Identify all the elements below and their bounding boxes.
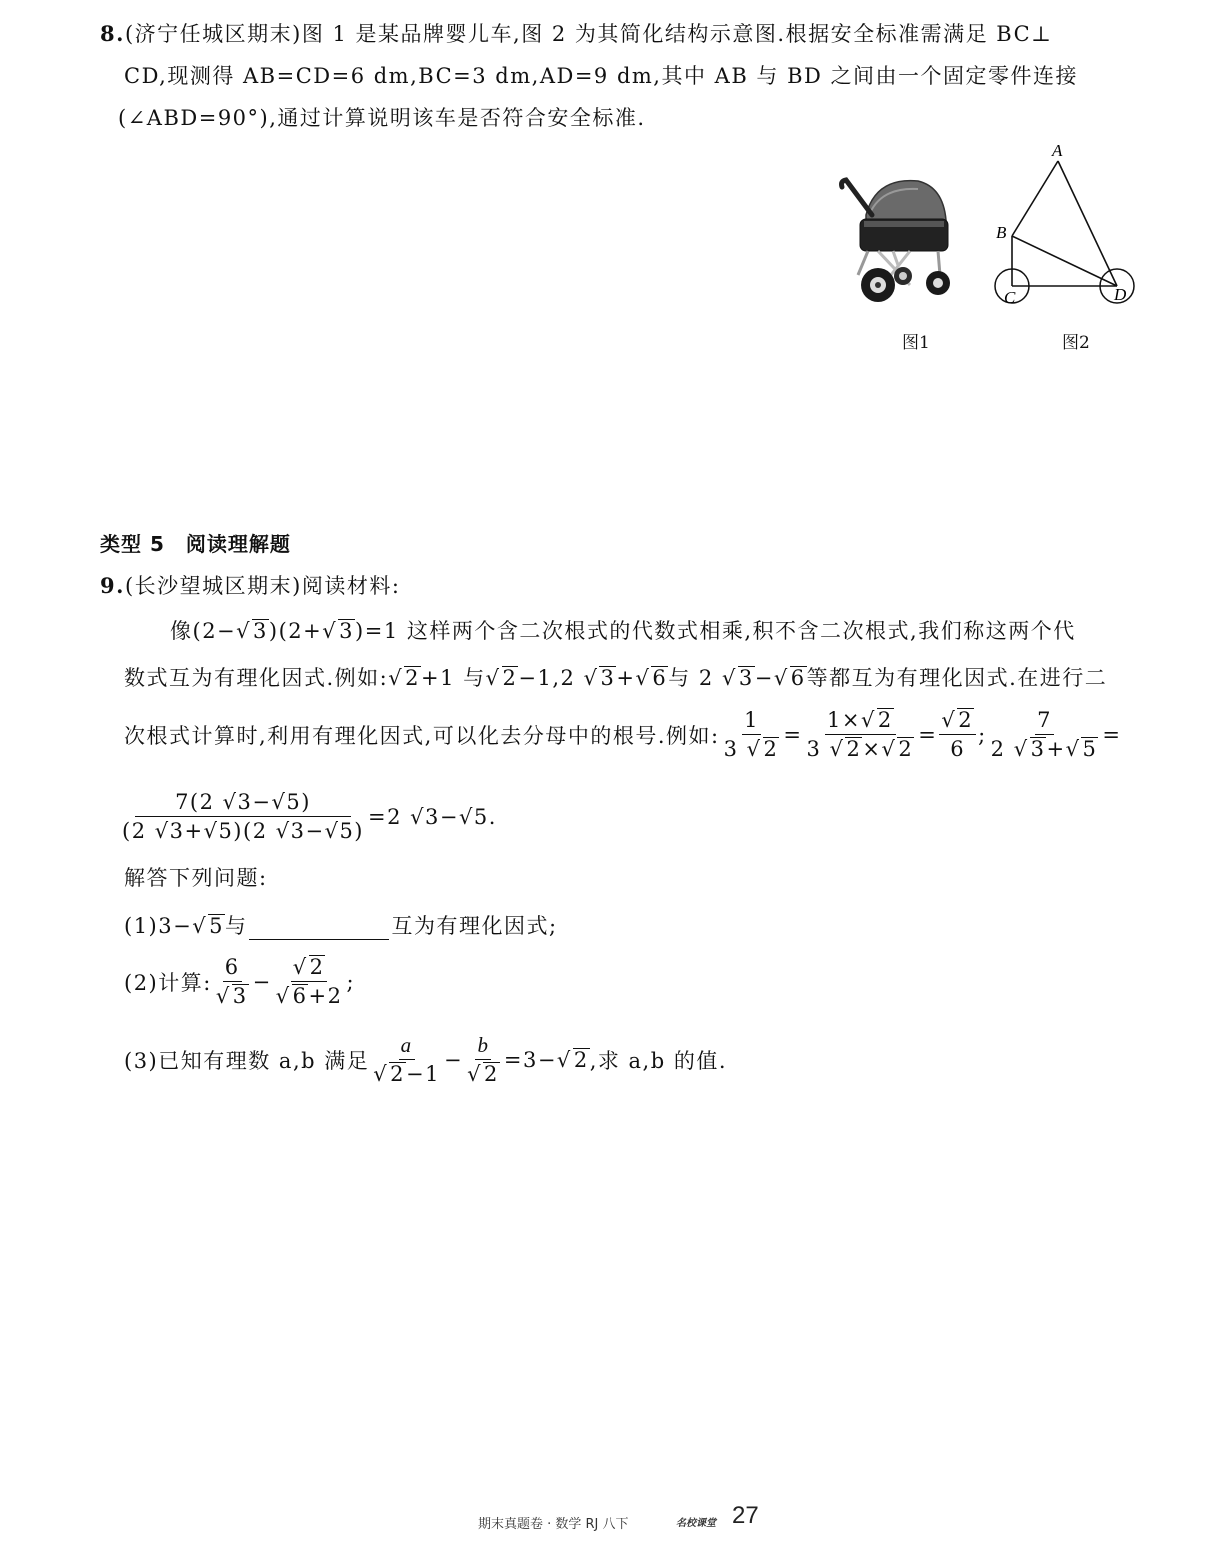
q8-number: 8. (100, 21, 125, 46)
text-span: 3 (806, 737, 822, 762)
fraction-5 (120, 790, 366, 843)
q8-text-line2: CD,现测得 AB=CD=6 dm,BC=3 dm,AD=9 dm,其中 AB 与 BD 之间由一个固定零件连接 (124, 64, 1079, 88)
text-span: 像(2− (170, 619, 237, 643)
text-span: ,求 a,b 的值. (589, 1048, 728, 1073)
radicand: 2 (309, 955, 325, 979)
denominator: √2−1 (373, 1062, 440, 1087)
q9-sub3: (3)已知有理数 a,b 满足 $\frac{a}{√2-1}$ − $\frac{b}{√2}$ =3− √ 2 ,求 a,b 的值. (124, 1033, 728, 1087)
result-text: =2 √3−√5. (368, 804, 497, 829)
text-span: 3 (723, 737, 739, 762)
point-label-c: C (1004, 288, 1016, 307)
radicand: 5 (1082, 737, 1098, 762)
text-span: −1,2 (518, 666, 576, 690)
text-span: +2 (308, 984, 343, 1009)
footer-text: 期末真题卷 · 数学 RJ 八下 (478, 1517, 629, 1532)
q9-sub2: (2)计算: $\frac{6}{√3}$ − $\frac{√2}{√6+2}$ ; (124, 955, 356, 1009)
text-span: 数式互为有理化因式.例如: (124, 666, 389, 690)
sub3-fraction-1 (371, 1033, 442, 1086)
radicand: 3 (1030, 737, 1046, 762)
radicand: 2 (502, 666, 518, 690)
text-span: + (616, 666, 636, 690)
text-span: 互为有理化因式; (391, 914, 558, 938)
footer-brand-logo: 名校课堂 (676, 1518, 716, 1529)
q9-number: 9. (100, 573, 125, 598)
text-span: (2)计算: (124, 970, 212, 995)
q9-paragraph-line1: 像(2−√3)(2+√3)=1 这样两个含二次根式的代数式相乘,积不含二次根式,我们称这两个代 (170, 619, 1076, 643)
figure-2-label: 图2 (1062, 333, 1090, 353)
sub2-fraction-1 (214, 955, 251, 1008)
denominator: √6+2 (275, 984, 343, 1009)
radicand: 2 (390, 1062, 406, 1087)
radicand: 3 (339, 619, 355, 643)
text-span: 1× (827, 708, 861, 732)
point-label-d: D (1114, 285, 1127, 304)
numerator: 1×√2 (825, 708, 896, 735)
section-heading: 类型 5 阅读理解题 (100, 532, 291, 556)
numerator: 7(2 √3−√5) (135, 790, 351, 817)
radicand: 2 (763, 737, 779, 762)
fraction-4 (989, 708, 1101, 761)
q9-solve-intro: 解答下列问题: (124, 866, 268, 890)
radicand: 6 (652, 666, 668, 690)
radicand: 3 (253, 619, 268, 643)
radicand: 6 (292, 984, 308, 1009)
triangle-diagram (990, 140, 1140, 315)
q9-paragraph-line3: 次根式计算时,利用有理化因式,可以化去分母中的根号.例如: $\frac{1}{3 √2}$ = $\frac{1\times√2}{3 √2\times√2}$ = $\frac{√2}{6}$ ; $\frac{7}{2 √3+√5}$ = (124, 708, 1122, 762)
radicand: 2 (483, 1062, 499, 1087)
numerator: 6 (223, 955, 242, 982)
radicand: 3 (600, 666, 616, 690)
q9-intro-line (100, 570, 400, 600)
sub3-fraction-2 (465, 1033, 502, 1086)
answer-blank[interactable] (249, 919, 389, 940)
q9-paragraph-line2: 数式互为有理化因式.例如:√2+1 与√2−1,2 √3+√6与 2 √3−√6等都互为有理化因式.在进行二 (124, 666, 1108, 690)
radicand: 6 (790, 666, 806, 690)
text-span: =3− (503, 1047, 557, 1072)
text-span: +1 与 (421, 666, 486, 690)
numerator: b (475, 1033, 491, 1060)
denominator: 3 √2 (723, 737, 779, 762)
text-span: −1 (406, 1062, 440, 1087)
figure-1-stroller (838, 175, 953, 305)
text-span: ; (346, 969, 356, 994)
text-span: 2 (990, 737, 1006, 762)
q8-text-line3: (∠ABD=90°),通过计算说明该车是否符合安全标准. (118, 106, 646, 130)
text-span: 次根式计算时,利用有理化因式,可以化去分母中的根号.例如: (124, 723, 720, 748)
numerator: 7 (1035, 708, 1054, 735)
q9-intro: (长沙望城区期末)阅读材料: (124, 574, 401, 598)
numerator: a (399, 1033, 415, 1060)
q9-paragraph-line4 (118, 790, 497, 843)
denominator: 3 √2×√2 (806, 737, 914, 762)
text-span: (3)已知有理数 a,b 满足 (124, 1048, 370, 1073)
numerator: 1 (742, 708, 761, 735)
figure-2-diagram (990, 140, 1140, 315)
radicand: 2 (898, 737, 914, 762)
figure-1-label: 图1 (902, 333, 930, 353)
q9-sub1: (1)3−√5与 互为有理化因式; (124, 914, 558, 938)
radicand: 2 (877, 708, 893, 732)
text-span: 等都互为有理化因式.在进行二 (806, 666, 1108, 690)
fraction-3 (939, 708, 976, 761)
denominator: √2 (467, 1062, 499, 1087)
text-span: + (1046, 737, 1066, 762)
fraction-1 (722, 708, 782, 761)
numerator: √2 (291, 955, 328, 982)
radicand: 3 (738, 666, 754, 690)
segment-ad (1058, 161, 1117, 286)
radicand: 2 (405, 666, 421, 690)
radicand: 2 (958, 708, 974, 732)
text-span: 与 2 (668, 666, 714, 690)
q8-text-line1: (济宁任城区期末)图 1 是某品牌婴儿车,图 2 为其简化结构示意图.根据安全标准需满足 BC⊥ (124, 22, 1053, 46)
q8-line1 (100, 18, 1052, 48)
radicand: 2 (573, 1047, 589, 1072)
radicand: 5 (209, 914, 224, 938)
denominator: 2 √3+√5 (990, 737, 1098, 762)
numerator: √2 (939, 708, 976, 735)
text-span: )=1 这样两个含二次根式的代数式相乘,积不含二次根式,我们称这两个代 (355, 619, 1076, 643)
fraction-2 (805, 708, 917, 761)
denominator: 6 (950, 737, 966, 762)
denominator: √3 (215, 984, 248, 1009)
radicand: 2 (846, 737, 862, 762)
point-label-a: A (1052, 141, 1063, 160)
text-span: 与 (224, 914, 248, 938)
text-span: × (862, 737, 882, 762)
stroller-image (838, 175, 953, 305)
denominator: (2 √3+√5)(2 √3−√5) (122, 819, 365, 844)
text-span: )(2+ (268, 619, 323, 643)
text-span: (1)3− (124, 914, 193, 938)
page-number: 27 (732, 1502, 759, 1529)
point-label-b: B (996, 223, 1007, 242)
text-span: − (754, 666, 774, 690)
radicand: 3 (232, 984, 248, 1009)
sub2-fraction-2 (274, 955, 345, 1008)
segment-ab (1012, 161, 1058, 236)
